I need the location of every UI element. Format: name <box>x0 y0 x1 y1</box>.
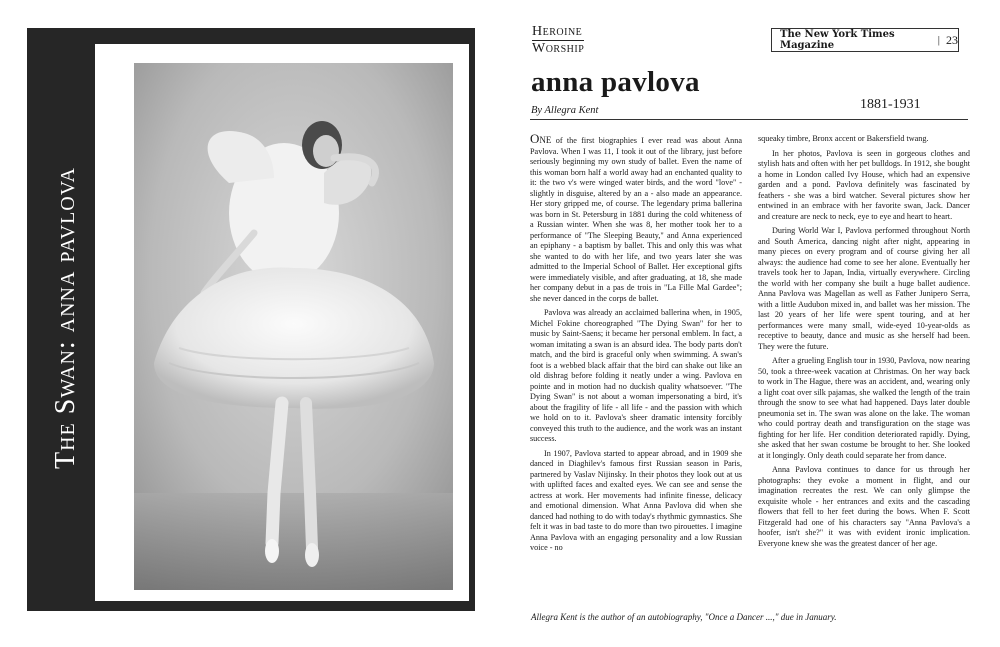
ballerina-photo-illustration <box>134 63 453 590</box>
magazine-name: The New York Times Magazine <box>780 29 895 51</box>
paragraph: After a grueling English tour in 1930, Pavlova, now nearing 50, took a three-week vacation at Christmas. On her way back to work in The Hague, there was an accident, and, wearing only a light coat over silk pajamas, she walked the length of the train through the snow to see what had happened. Days later double pneumonia set in. The swan was alone on the lake. The woman who could portray death and transfiguration on the stage was fighting for her life. Her condition deteriorated rapidly. Dying, she asked that her swan costume be brought to her. She looked at it longingly. Only death could separate her from dance. <box>758 356 970 460</box>
article-body <box>530 134 970 604</box>
paragraph-text: of the first biographies I ever read was about Anna Pavlova. When I was 11, I took it out of the library, just before seriously beginning my own study of ballet. Even the name of this woman born half a world away had an enchanted quality to it: the two v's were winged water birds, and the word "love" - slightly in disguise, altered by an a - also made an appearance. Her story gripped me, of course. The legendary prima ballerina was born in St. Petersburg in 1881 during the cold whiteness of a Russian winter. When she was 8, her mother took her to a performance of "The Sleeping Beauty," and Anna experienced an epiphany - a baptism by ballet. This and only this was what she wanted to do with her life, and two years later she was admitted to the Imperial School of Ballet. Her exceptional gifts were immediately visible, and after graduating, at 18, she made her company debut in a pas de trois in "La Fille Mal Gardee"; she never danced in the corps de ballet. <box>530 136 742 303</box>
paragraph: In 1907, Pavlova started to appear abroad, and in 1909 she danced in Diaghilev's famous first Russian season in Paris, partnered by Vaslav Nijinsky. In their photos they look out at us with uplifted faces and exalted eyes. We can see and sense the actress at work. Her movements had infinite finesse, delicacy and emotional dimension. What Anna Pavlova did when she danced had nothing to do with today's rhythmic gymnastics. She felt it was in bad taste to do more than two pirouettes. I imagine Anna Pavlova with an engaging personality and a low Russian voice - no <box>530 448 742 552</box>
left-page <box>0 0 480 647</box>
paragraph: squeaky timbre, Bronx accent or Bakersfield twang. <box>758 134 929 143</box>
paragraph <box>530 134 742 304</box>
title-rule <box>530 119 968 120</box>
column-1 <box>530 134 742 604</box>
paragraph: During World War I, Pavlova performed throughout North and South America, dancing night after night, appearing in many pieces on every program and of course giving her all always: the audience had come to see her alone. Eventually her travels took her to Japan, India, virtually everywhere. Circling the world with her company she built a huge ballet audience. Anna Pavlova was Magellan as well as Father Junipero Serra, with a little Audubon mixed in, and ballet was her mission. The last 20 years of her life were spent touring, and at her performances were many small, wide-eyed 10-year-olds as receptive to beauty, dance and music as she herself had been. They were the future. <box>758 226 970 351</box>
page-number: 23 <box>946 32 958 47</box>
ballerina-photo <box>134 63 453 590</box>
article-title: anna pavlova <box>531 66 700 98</box>
author-note: Allegra Kent is the author of an autobiography, "Once a Dancer ...," due in January. <box>531 612 837 622</box>
section-logo <box>532 25 632 57</box>
paragraph: Pavlova was already an acclaimed ballerina when, in 1905, Michel Fokine choreographed "The Dying Swan" for her to music by Saint-Saens; it became her personal emblem. In fact, a woman imitating a swan is an absurd idea. The body parts don't match, and the bird is graceful only when swimming. A swan's foot is a webbed black affair that the bird can shake out like an old dishrag before folding it neatly under a wing. Pavlova en pointe and in motion had no duckish quality whatsoever. "The Dying Swan" is not about a woman impersonating a bird, it's about the fragility of life - all life - and the passion with which we hold on to it. Pavlova's sheer dramatic intensity forcibly conveyed this truth to the audience, and the work was an instant success. <box>530 308 742 443</box>
byline: By Allegra Kent <box>531 105 599 116</box>
magazine-header-box <box>771 28 959 52</box>
section-logo-line1: Heroine <box>532 24 583 39</box>
dropcap: One <box>530 134 552 146</box>
life-dates: 1881-1931 <box>860 97 921 112</box>
column-2 <box>758 134 970 604</box>
vertical-title-text: The Swan: anna pavlova <box>50 167 81 469</box>
paragraph: In her photos, Pavlova is seen in gorgeous clothes and stylish hats and often with her pet bulldogs. In 1912, she bought a home in London called Ivy House, which had an expensive garden and a pond. Pavlova definitely was fascinated by feathers - she was a bird watcher. Several pictures show her entwined in an embrace with her favorite swan, Jack. Dancer and creature are neck to neck, eye to eye and heart to heart. <box>758 148 970 221</box>
header-separator: | <box>937 34 940 46</box>
section-logo-line2: Worship <box>532 41 585 56</box>
right-page <box>500 0 1000 647</box>
paragraph: Anna Pavlova continues to dance for us through her photographs: they evoke a moment in flight, and our imagination recreates the rest. We can only glimpse the exquisite whole - her entrances and exits and the cascading flowers that fell to her feet during the bows. When F. Scott Fitzgerald had one of his characters say "Anna Pavlova's a hoofer, isn't she?" it was with evident ironic implication. Everyone knew she was the greatest dancer of her age. <box>758 465 970 548</box>
